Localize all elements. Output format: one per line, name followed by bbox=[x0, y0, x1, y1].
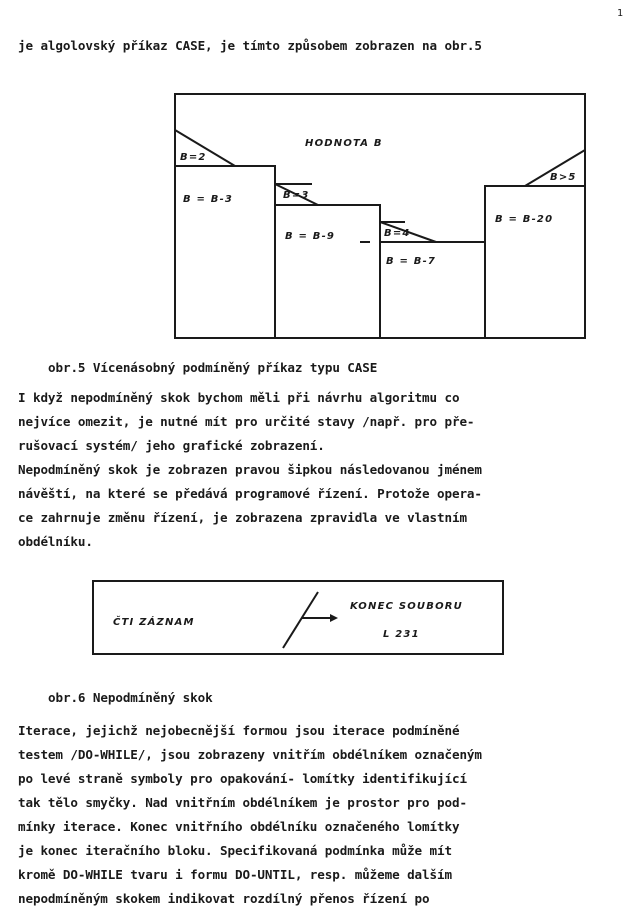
para1-line-2: nejvíce omezit, je nutné mít pro určité stavy /např. pro pře- bbox=[18, 414, 475, 429]
figure-6-caption: obr.6 Nepodmíněný skok bbox=[48, 690, 213, 705]
para1-line-1: I když nepodmíněný skok bychom měli při návrhu algoritmu co bbox=[18, 390, 460, 405]
case-action-2: B = B-9 bbox=[285, 231, 336, 242]
para1-line-3: rušovací systém/ jeho grafické zobrazení. bbox=[18, 438, 325, 453]
para1-line-4: Nepodmíněný skok je zobrazen pravou šipkou následovanou jménem bbox=[18, 462, 482, 477]
case-condition-2: B=3 bbox=[283, 190, 310, 201]
para1-line-7: obdélníku. bbox=[18, 534, 93, 549]
para2-line-7: kromě DO-WHILE tvaru i formu DO-UNTIL, resp. můžeme dalším bbox=[18, 867, 452, 882]
case-condition-3: B=4 bbox=[384, 228, 411, 239]
case-branch-1-box bbox=[175, 166, 275, 338]
case-condition-1: B=2 bbox=[180, 152, 207, 163]
jump-right-label-top: KONEC SOUBORU bbox=[350, 601, 463, 612]
figure-5-caption: obr.5 Vícenásobný podmíněný příkaz typu CASE bbox=[48, 360, 378, 375]
para2-line-1: Iterace, jejichž nejobecnější formou jsou iterace podmíněné bbox=[18, 723, 460, 738]
case-action-4: B = B-20 bbox=[495, 214, 554, 225]
jump-arrow-head bbox=[330, 614, 338, 622]
para1-line-5: návěští, na které se předává programové řízení. Protože opera- bbox=[18, 486, 482, 501]
case-branch-4-box bbox=[485, 186, 585, 338]
para1-line-6: ce zahrnuje změnu řízení, je zobrazena zpravidla ve vlastním bbox=[18, 510, 467, 525]
jump-divider bbox=[283, 592, 318, 648]
para2-line-6: je konec iteračního bloku. Specifikovaná podmínka může mít bbox=[18, 843, 452, 858]
case-action-1: B = B-3 bbox=[183, 194, 234, 205]
text-line-intro: je algolovský příkaz CASE, je tímto způsobem zobrazen na obr.5 bbox=[18, 38, 482, 53]
para2-line-5: mínky iterace. Konec vnitřního obdélníku označeného lomítky bbox=[18, 819, 460, 834]
para2-line-2: testem /DO-WHILE/, jsou zobrazeny vnitřím obdélníkem označeným bbox=[18, 747, 482, 762]
jump-right-label-bottom: L 231 bbox=[383, 629, 420, 640]
para2-line-4: tak tělo smyčky. Nad vnitřním obdélníkem je prostor pro pod- bbox=[18, 795, 467, 810]
case-header-label: HODNOTA B bbox=[305, 138, 383, 149]
case-action-3: B = B-7 bbox=[386, 256, 437, 267]
case-branch-2-box bbox=[275, 205, 380, 338]
case-condition-4: B>5 bbox=[550, 172, 577, 183]
para2-line-3: po levé straně symboly pro opakování- lomítky identifikující bbox=[18, 771, 467, 786]
jump-left-label: ČTI ZÁZNAM bbox=[113, 617, 195, 628]
corner-mark: 1 bbox=[616, 8, 623, 19]
para2-line-8: nepodmíněným skokem indikovat rozdílný přenos řízení po bbox=[18, 891, 430, 906]
